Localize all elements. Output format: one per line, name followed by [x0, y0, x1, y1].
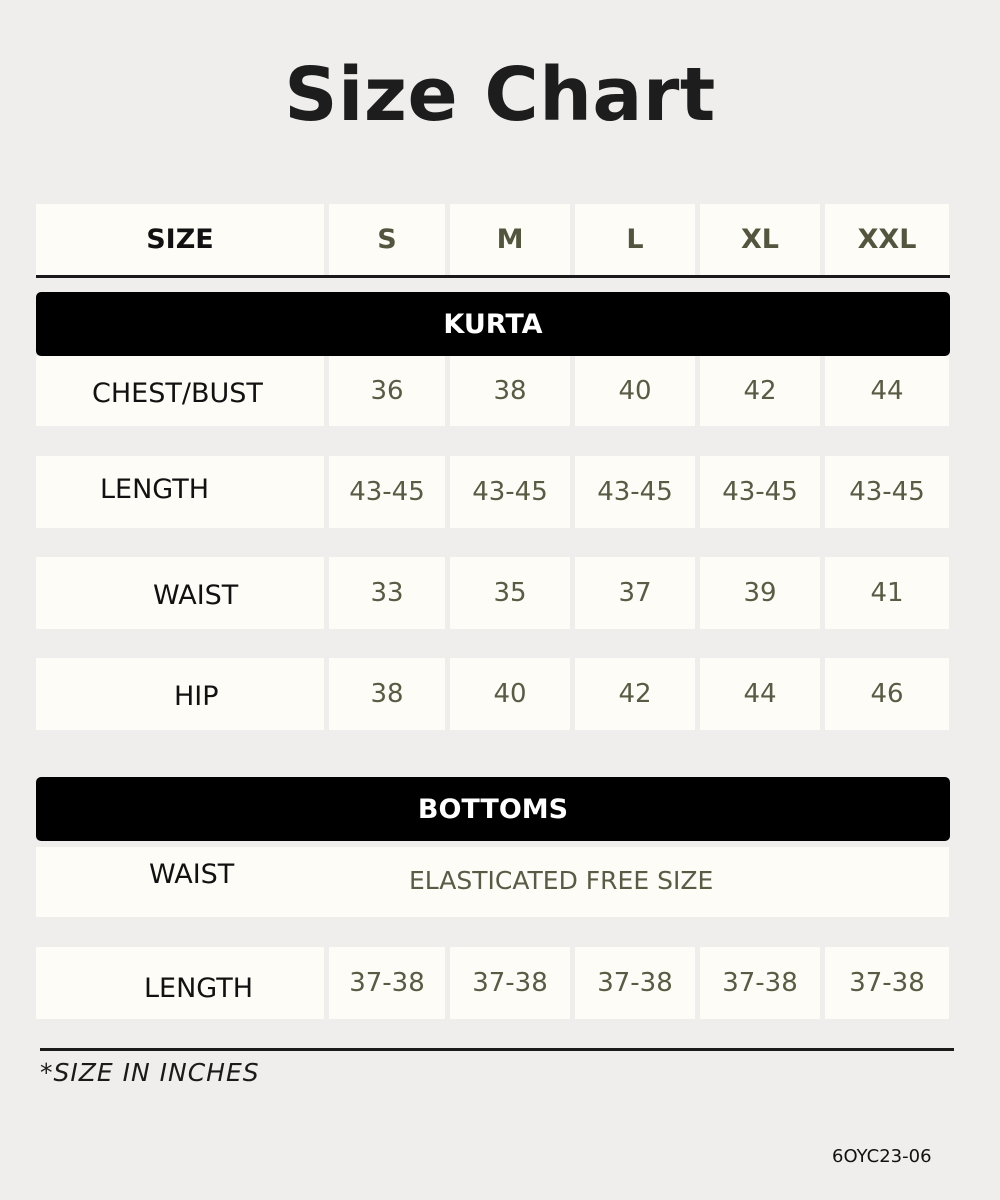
- bottoms-waist-value: ELASTICATED FREE SIZE: [409, 866, 714, 895]
- kurta-chest-label: CHEST/BUST: [36, 356, 324, 426]
- bottoms-length-label: LENGTH: [36, 947, 324, 1019]
- kurta-chest-l: 40: [575, 356, 695, 426]
- bottoms-length-xxl: 37-38: [825, 947, 949, 1019]
- kurta-hip-m: 40: [450, 658, 570, 730]
- header-size-s: S: [329, 204, 445, 275]
- footer-divider: [40, 1048, 954, 1051]
- kurta-length-s: 43-45: [329, 456, 445, 528]
- kurta-waist-s: 33: [329, 557, 445, 629]
- kurta-hip-label: HIP: [36, 658, 324, 730]
- kurta-waist-m: 35: [450, 557, 570, 629]
- kurta-waist-l: 37: [575, 557, 695, 629]
- header-size-xxl: XXL: [825, 204, 949, 275]
- header-size-xl: XL: [700, 204, 820, 275]
- kurta-waist-xl: 39: [700, 557, 820, 629]
- kurta-section-header: KURTA: [36, 292, 950, 356]
- kurta-hip-l: 42: [575, 658, 695, 730]
- size-unit-note: *SIZE IN INCHES: [40, 1058, 260, 1087]
- header-divider: [36, 275, 950, 278]
- kurta-hip-xxl: 46: [825, 658, 949, 730]
- page-title: Size Chart: [284, 52, 716, 138]
- kurta-waist-label: WAIST: [36, 557, 324, 629]
- header-size-l: L: [575, 204, 695, 275]
- kurta-hip-s: 38: [329, 658, 445, 730]
- product-code: 6OYC23-06: [832, 1146, 932, 1167]
- kurta-length-label: LENGTH: [36, 456, 324, 528]
- bottoms-length-xl: 37-38: [700, 947, 820, 1019]
- bottoms-length-m: 37-38: [450, 947, 570, 1019]
- bottoms-section-header: BOTTOMS: [36, 777, 950, 841]
- header-size-m: M: [450, 204, 570, 275]
- kurta-hip-xl: 44: [700, 658, 820, 730]
- kurta-waist-xxl: 41: [825, 557, 949, 629]
- kurta-length-m: 43-45: [450, 456, 570, 528]
- kurta-length-xxl: 43-45: [825, 456, 949, 528]
- bottoms-length-l: 37-38: [575, 947, 695, 1019]
- kurta-length-l: 43-45: [575, 456, 695, 528]
- kurta-chest-s: 36: [329, 356, 445, 426]
- kurta-chest-xxl: 44: [825, 356, 949, 426]
- bottoms-waist-label: WAIST: [149, 859, 235, 890]
- kurta-chest-m: 38: [450, 356, 570, 426]
- kurta-chest-xl: 42: [700, 356, 820, 426]
- header-size-label: SIZE: [36, 204, 324, 275]
- bottoms-waist-row: [36, 847, 949, 917]
- bottoms-length-s: 37-38: [329, 947, 445, 1019]
- kurta-length-xl: 43-45: [700, 456, 820, 528]
